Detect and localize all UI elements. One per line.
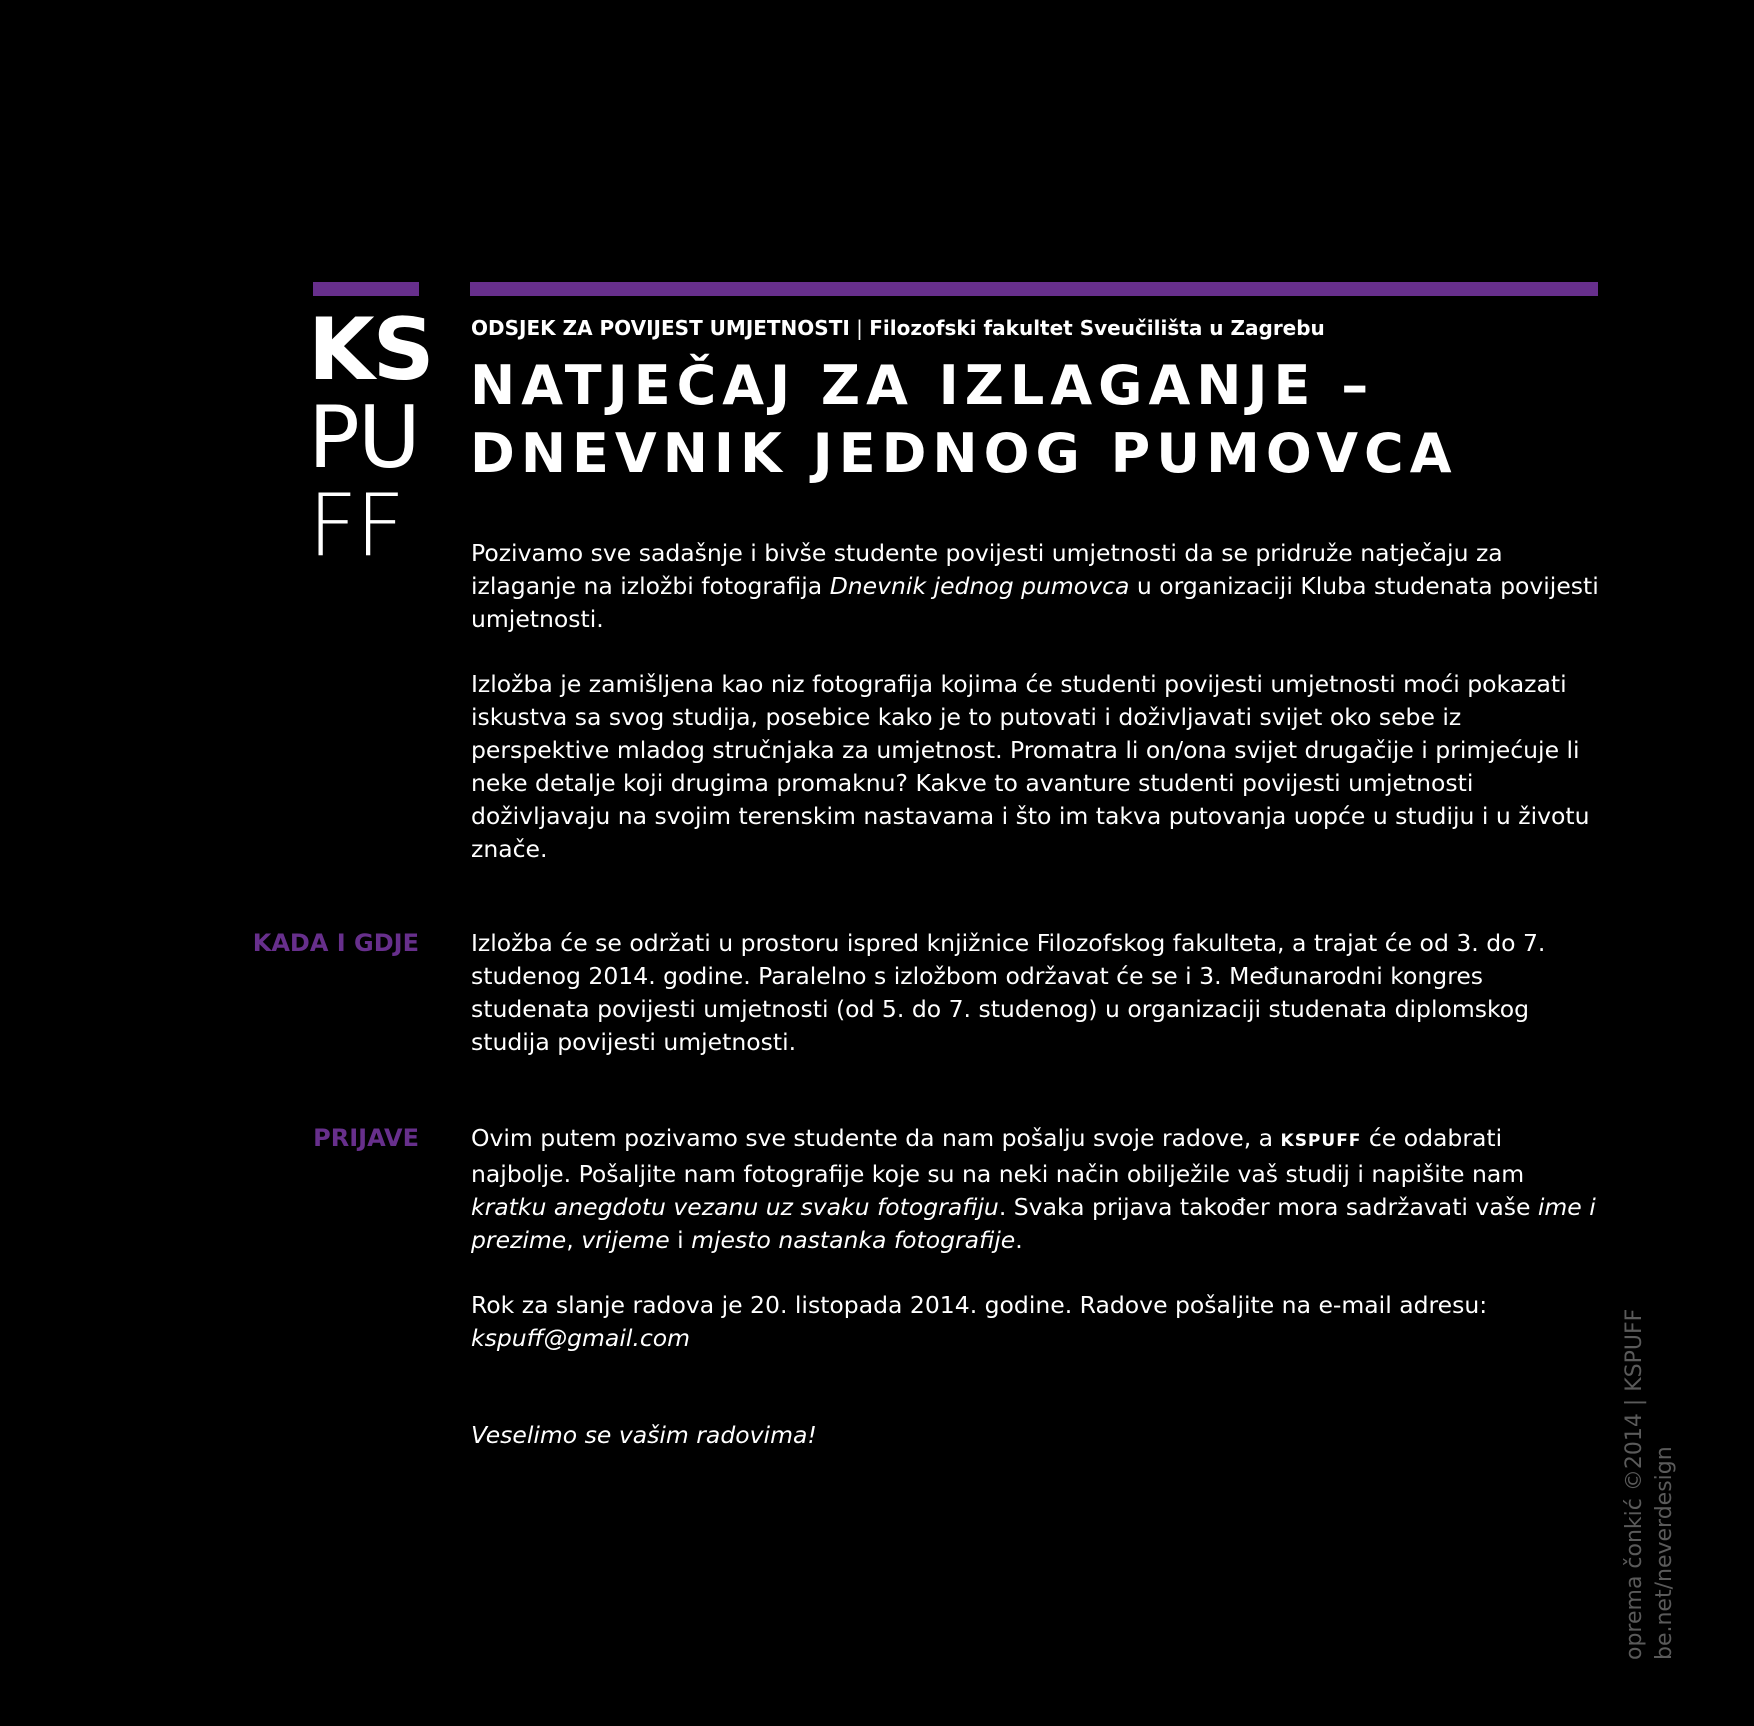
closing-text: Veselimo se vašim radovima!	[471, 1421, 817, 1449]
title-line-2: DNEVNIK JEDNOG PUMOVCA	[470, 422, 1458, 485]
requirement-anecdote: kratku anegdotu vezanu uz svaku fotografiju	[471, 1193, 999, 1221]
when-where-text: Izložba će se održati u prostoru ispred knjižnice Filozofskog fakulteta, a trajat će od 3. do 7. studenog 2014. godine. Paralelno s izložbom održavat će se i 3. Međunarodni kongres studenata povijesti umjetnosti (od 5. do 7. studenog) u organizaciji studenata diplomskog studija povijesti umjetnosti.	[471, 929, 1546, 1056]
title-line-1: NATJEČAJ ZA IZLAGANJE –	[470, 354, 1375, 417]
email-link[interactable]	[471, 1322, 1606, 1355]
requirement-name: ime i prezime	[471, 1193, 1596, 1254]
accent-bar-top	[470, 282, 1598, 296]
deadline-text: Rok za slanje radova je 20. listopada 2014. godine. Radove pošaljite na e-mail adresu:	[471, 1291, 1488, 1319]
requirement-time: vrijeme	[581, 1226, 670, 1254]
closing-line	[471, 1419, 1606, 1452]
intro-text: u organizaciji Kluba studenata povijesti umjetnosti.	[471, 572, 1599, 633]
department-name: ODSJEK ZA POVIJEST UMJETNOSTI	[471, 316, 850, 340]
applications-section	[471, 1122, 1606, 1452]
applications-text: Ovim putem pozivamo sve studente da nam pošalju svoje radove, a	[471, 1124, 1281, 1152]
email-address[interactable]: kspuff@gmail.com	[471, 1324, 691, 1352]
logo-line-3: FF	[308, 476, 403, 576]
logo-line-1: KS	[308, 300, 433, 400]
logo-line-2: PU	[308, 388, 419, 488]
when-where-section	[471, 927, 1606, 1059]
intro-text: Pozivamo sve sadašnje i bivše studente povijesti umjetnosti da se pridruže natječaju za izlaganje na izložbi fotografija	[471, 539, 1503, 600]
applications-text: će odabrati najbolje. Pošaljite nam fotografije koje su na neki način obilježile vaš studij i napišite nam	[471, 1124, 1525, 1188]
exhibition-title: Dnevnik jednog pumovca	[829, 572, 1130, 600]
design-credits	[1620, 1309, 1680, 1660]
credits-line-2: be.net/neverdesign	[1652, 1446, 1677, 1660]
applications-text: .	[1015, 1226, 1023, 1254]
requirement-place: mjesto nastanka fotografije	[691, 1226, 1016, 1254]
applications-text: i	[669, 1226, 692, 1254]
applications-text: ,	[566, 1226, 582, 1254]
applications-label: PRIJAVE	[313, 1124, 419, 1152]
intro-section	[471, 537, 1606, 866]
applications-paragraph-1	[471, 1122, 1606, 1257]
intro-paragraph-1	[471, 537, 1606, 636]
faculty-name: Filozofski fakultet Sveučilišta u Zagrebu	[869, 316, 1325, 340]
when-where-label: KADA I GDJE	[252, 929, 419, 957]
brand-name: KSPUFF	[1280, 1131, 1362, 1151]
intro-paragraph-2: Izložba je zamišljena kao niz fotografija kojima će studenti povijesti umjetnosti moći pokazati iskustva sa svog studija, posebice kako je to putovati i doživljavati svijet oko sebe iz perspektive mladog stručnjaka za umjetnost. Promatra li on/ona svijet drugačije i primjećuje li neke detalje koji drugima promaknu? Kakve to avanture studenti povijesti umjetnosti doživljavaju na svojim terenskim nastavama i što im takva putovanja uopće u studiju i u životu znače.	[471, 670, 1590, 863]
department-kicker	[471, 316, 1325, 340]
accent-bar-left	[313, 282, 419, 296]
kicker-separator: |	[849, 316, 870, 340]
applications-text: . Svaka prijava također mora sadržavati vaše	[998, 1193, 1538, 1221]
credits-line-1: oprema čonkić ©2014 | KSPUFF	[1622, 1308, 1647, 1660]
page-title	[470, 352, 1620, 488]
kspuff-logo	[308, 300, 433, 576]
